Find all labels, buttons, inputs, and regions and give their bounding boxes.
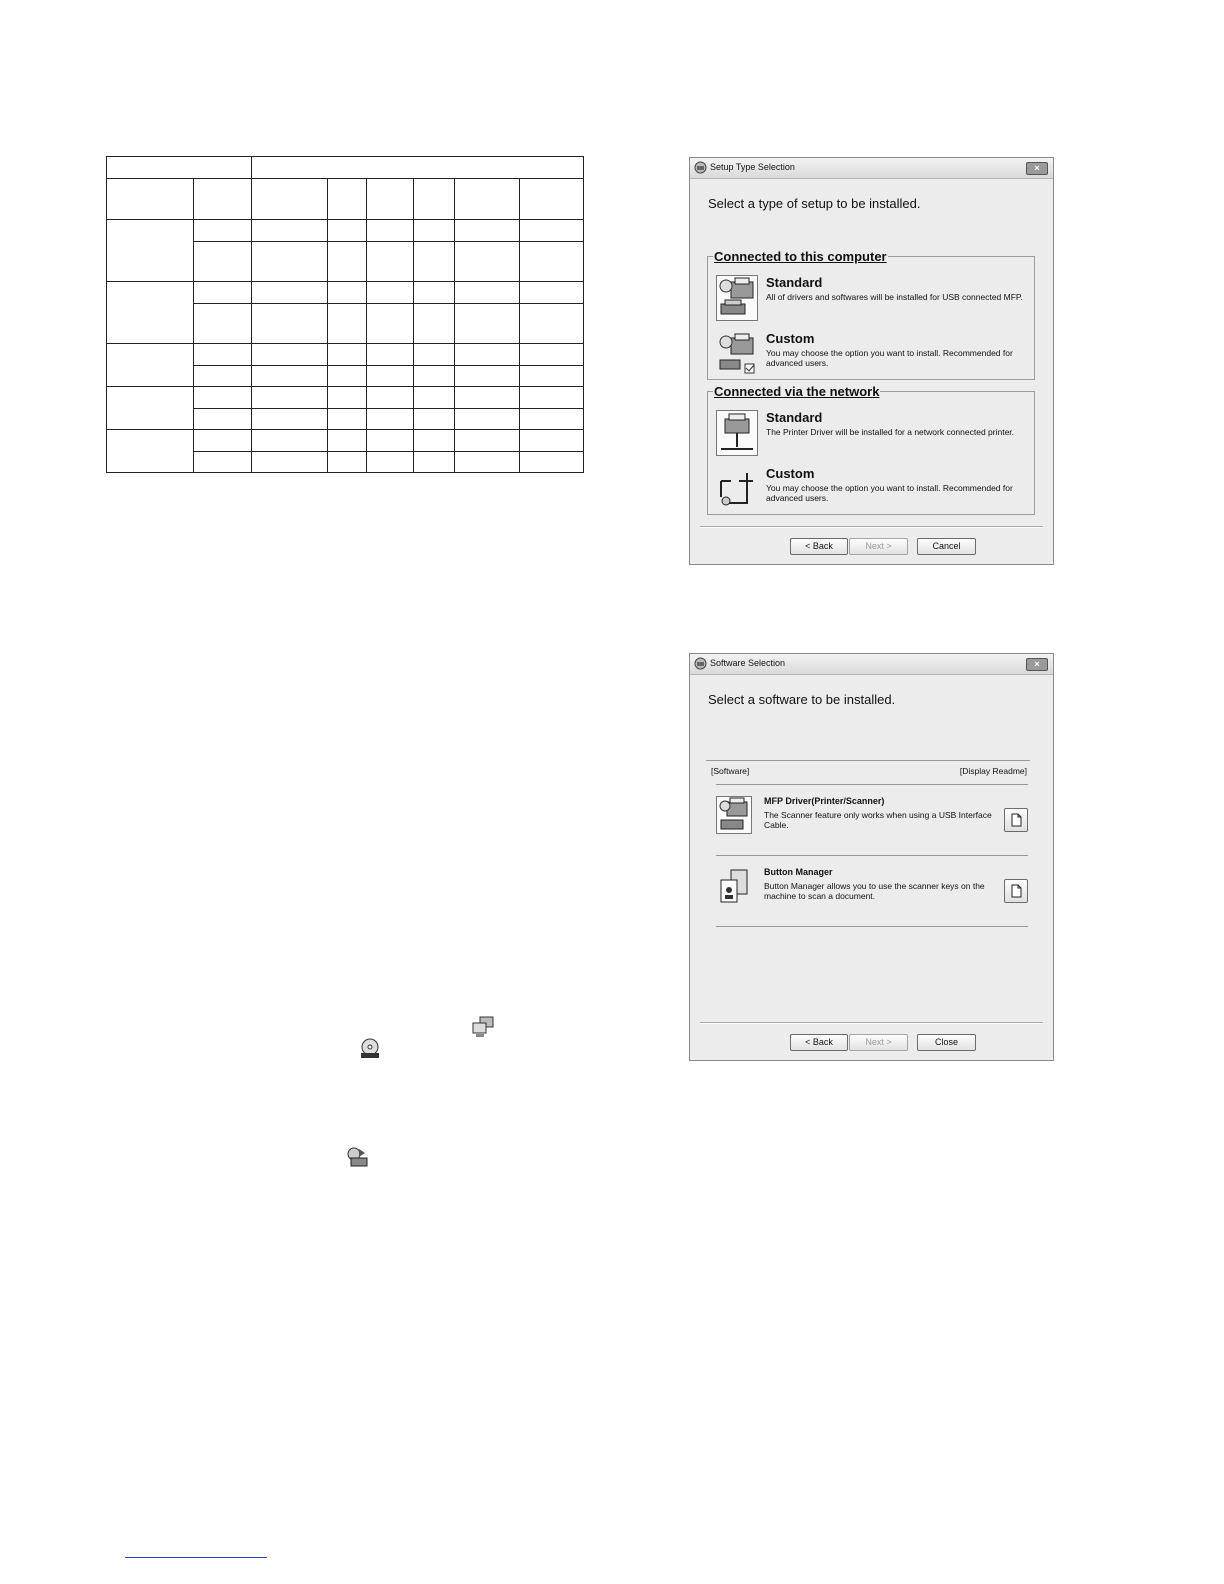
divider — [700, 1022, 1043, 1024]
software-dialog-titlebar — [690, 654, 1053, 675]
software-description: Button Manager allows you to use the scanner keys on the machine to scan a document. — [764, 881, 985, 901]
list-divider — [716, 784, 1028, 785]
display-readme-button[interactable] — [1004, 879, 1028, 903]
dialog-title: Software Selection — [710, 658, 786, 668]
group-legend: Connected via the network — [714, 384, 880, 399]
option-description: All of drivers and softwares will be installed for USB connected MFP. — [766, 292, 1023, 302]
usb-custom-option[interactable] — [716, 331, 1032, 379]
list-divider — [716, 855, 1028, 856]
network-printer-icon[interactable] — [716, 410, 758, 456]
software-selection-dialog — [689, 653, 1054, 1061]
close-button[interactable]: × — [1026, 162, 1048, 175]
table-cell — [107, 179, 194, 220]
installer-icon — [345, 1145, 371, 1171]
network-custom-icon[interactable] — [716, 466, 758, 512]
software-title: Button Manager — [764, 867, 833, 877]
table-cell — [107, 430, 194, 473]
cd-rom-icon — [358, 1038, 382, 1060]
setup-dialog-titlebar — [690, 158, 1053, 179]
software-description: The Scanner feature only works when using a USB Interface Cable. — [764, 810, 992, 830]
custom-printer-icon[interactable] — [716, 331, 758, 377]
option-title: Custom — [766, 466, 815, 481]
empty-data-table — [106, 156, 584, 473]
dialog-title: Setup Type Selection — [710, 162, 795, 172]
next-button[interactable]: Next > — [849, 1034, 908, 1051]
close-dialog-button[interactable]: Close — [917, 1034, 976, 1051]
next-button[interactable]: Next > — [849, 538, 908, 555]
installer-app-icon — [694, 161, 707, 174]
printer-scanner-icon[interactable] — [716, 275, 758, 321]
option-title: Custom — [766, 331, 815, 346]
network-connection-group — [707, 384, 1035, 515]
option-description: You may choose the option you want to install. Recommended for advanced users. — [766, 348, 1013, 368]
option-description: You may choose the option you want to install. Recommended for advanced users. — [766, 483, 1013, 503]
footer-link-underline — [125, 1557, 267, 1558]
network-computer-icon — [470, 1016, 496, 1040]
list-top-divider — [706, 760, 1030, 761]
software-item-mfp-driver[interactable] — [716, 796, 1028, 838]
button-manager-icon[interactable] — [716, 867, 752, 905]
usb-standard-option[interactable] — [716, 275, 1032, 323]
table-cell — [107, 220, 194, 282]
back-button[interactable]: < Back — [790, 538, 848, 555]
setup-type-dialog — [689, 157, 1054, 565]
group-legend: Connected to this computer — [714, 249, 887, 264]
list-divider — [716, 926, 1028, 927]
divider — [700, 526, 1043, 528]
back-button[interactable]: < Back — [790, 1034, 848, 1051]
cancel-button[interactable]: Cancel — [917, 538, 976, 555]
setup-prompt: Select a type of setup to be installed. — [708, 196, 921, 211]
table-cell — [107, 157, 252, 179]
close-button[interactable]: × — [1026, 658, 1048, 671]
document-icon — [1005, 809, 1027, 831]
usb-connection-group — [707, 249, 1035, 380]
table-cell — [107, 344, 194, 387]
option-title: Standard — [766, 410, 823, 425]
table-cell — [107, 387, 194, 430]
software-title: MFP Driver(Printer/Scanner) — [764, 796, 885, 806]
software-prompt: Select a software to be installed. — [708, 692, 896, 707]
option-description: The Printer Driver will be installed for a network connected printer. — [766, 427, 1015, 437]
display-readme-button[interactable] — [1004, 808, 1028, 832]
software-item-button-manager[interactable] — [716, 867, 1028, 909]
mfp-driver-icon[interactable] — [716, 796, 752, 834]
option-title: Standard — [766, 275, 823, 290]
installer-app-icon — [694, 657, 707, 670]
software-column-header: [Software] — [711, 766, 750, 776]
network-standard-option[interactable] — [716, 410, 1032, 458]
table-cell — [107, 282, 194, 344]
document-icon — [1005, 880, 1027, 902]
table-cell — [252, 157, 584, 179]
network-custom-option[interactable] — [716, 466, 1032, 514]
readme-column-header: [Display Readme] — [959, 766, 1027, 776]
